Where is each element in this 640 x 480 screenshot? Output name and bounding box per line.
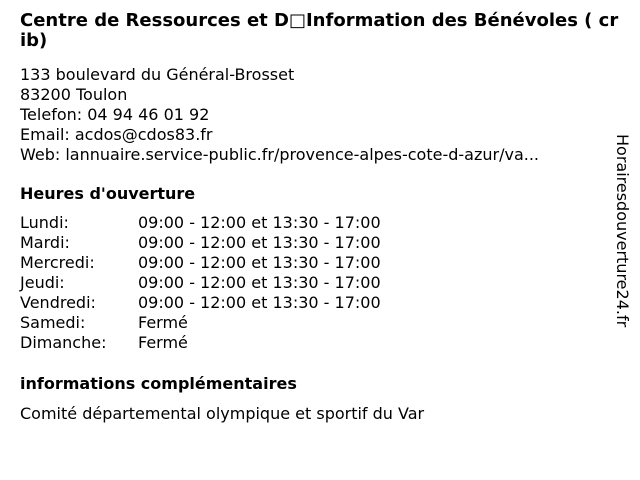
website-link: Web: lannuaire.service-public.fr/provence-alpes-cote-d-azur/va... (20, 145, 539, 164)
hours-row-sunday (20, 333, 381, 353)
phone-number: Telefon: 04 94 46 01 92 (20, 105, 210, 124)
day-label: Dimanche: (20, 333, 107, 352)
additional-info-text: Comité départemental olympique et sportif du Var (20, 404, 425, 423)
time-value: 09:00 - 12:00 et 13:30 - 17:00 (138, 253, 381, 272)
hours-row-tuesday (20, 233, 381, 253)
site-watermark: Horairesdouverture24.fr (613, 134, 632, 328)
hours-row-monday (20, 213, 381, 233)
day-label: Vendredi: (20, 293, 96, 312)
city-postcode: 83200 Toulon (20, 85, 128, 104)
street-address: 133 boulevard du Général-Brosset (20, 65, 295, 84)
hours-row-saturday (20, 313, 381, 333)
hours-row-wednesday (20, 253, 381, 273)
opening-hours-heading: Heures d'ouverture (20, 184, 196, 203)
time-value: 09:00 - 12:00 et 13:30 - 17:00 (138, 273, 381, 292)
time-value: Fermé (138, 333, 188, 352)
day-label: Jeudi: (20, 273, 65, 292)
time-value: 09:00 - 12:00 et 13:30 - 17:00 (138, 293, 381, 312)
email-address: Email: acdos@cdos83.fr (20, 125, 213, 144)
day-label: Mercredi: (20, 253, 95, 272)
time-value: 09:00 - 12:00 et 13:30 - 17:00 (138, 233, 381, 252)
additional-info-heading: informations complémentaires (20, 374, 297, 393)
day-label: Mardi: (20, 233, 70, 252)
day-label: Lundi: (20, 213, 69, 232)
page-title: Centre de Ressources et D□Information des Bénévoles ( crib) (20, 10, 619, 51)
day-label: Samedi: (20, 313, 86, 332)
hours-row-friday (20, 293, 381, 313)
time-value: Fermé (138, 313, 188, 332)
time-value: 09:00 - 12:00 et 13:30 - 17:00 (138, 213, 381, 232)
hours-row-thursday (20, 273, 381, 293)
address-block (20, 65, 539, 165)
opening-hours-table (20, 213, 381, 353)
